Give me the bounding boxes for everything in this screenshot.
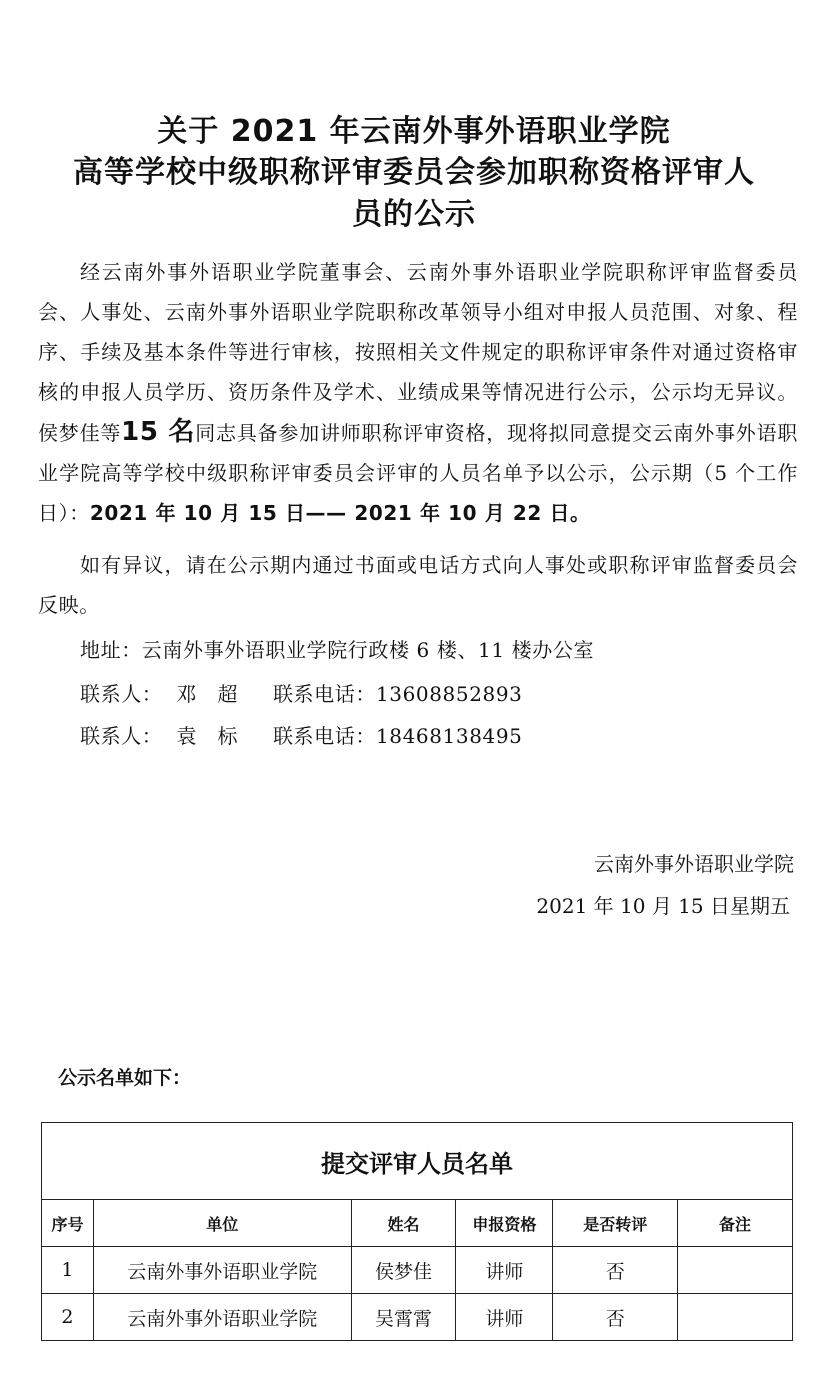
title-line-2: 高等学校中级职称评审委员会参加职称资格评审人 <box>73 155 755 190</box>
candidate-table <box>41 1122 793 1341</box>
header-name: 姓名 <box>351 1200 456 1247</box>
header-unit: 单位 <box>93 1200 351 1247</box>
notice-period: 2021 年 10 月 15 日—— 2021 年 10 月 22 日。 <box>89 501 591 525</box>
contact-name: 袁 标 <box>176 724 239 748</box>
contact-name: 邓 超 <box>176 682 239 706</box>
cell-unit: 云南外事外语职业学院 <box>93 1294 351 1341</box>
header-remarks: 备注 <box>678 1200 793 1247</box>
signature-date: 2021 年 10 月 15 日星期五 <box>536 894 790 918</box>
cell-seq: 1 <box>42 1247 94 1294</box>
cell-qualification: 讲师 <box>456 1294 553 1341</box>
cell-unit: 云南外事外语职业学院 <box>93 1247 351 1294</box>
objection-paragraph: 如有异议，请在公示期内通过书面或电话方式向人事处或职称评审监督委员会反映。 <box>38 553 798 617</box>
cell-transfer: 否 <box>553 1294 678 1341</box>
cell-name: 吴霄霄 <box>351 1294 456 1341</box>
phone-label: 联系电话： <box>272 724 376 748</box>
notice-text-a: 经云南外事外语职业学院董事会、云南外事外语职业学院职称评审监督委员会、人事处、云南外事外语职业学院职称改革领导小组对申报人员范围、对象、程序、手续及基本条件等进行审核，按照相关文件规定的职称评审条件对通过资格审核的申报人员学历、资历条件及学术、业绩成果等情况进行公示，公示均无异议。侯梦佳等 <box>38 260 798 445</box>
cell-seq: 2 <box>42 1294 94 1341</box>
list-label: 公示名单如下： <box>58 1067 192 1089</box>
contact-label: 联系人： <box>80 724 163 748</box>
cell-remarks <box>678 1247 793 1294</box>
notice-text-b: 同志具备参加讲师职称评审资格，现将拟同意提交云南外事外语职业学院高等学校中级职称评审委员会评审的人员名单予以公示，公示期（5 个工作日）： <box>38 421 798 525</box>
cell-transfer: 否 <box>553 1247 678 1294</box>
table-row <box>42 1247 793 1294</box>
phone-number: 18468138495 <box>375 724 523 748</box>
header-transfer: 是否转评 <box>553 1200 678 1247</box>
table-caption: 提交评审人员名单 <box>42 1123 793 1200</box>
phone-label: 联系电话： <box>272 682 376 706</box>
notice-paragraph <box>38 252 798 533</box>
contact-label: 联系人： <box>80 682 163 706</box>
cell-name: 侯梦佳 <box>351 1247 456 1294</box>
contact-1 <box>80 678 523 707</box>
title-line-1: 关于 2021 年云南外事外语职业学院 <box>157 114 671 149</box>
header-qualification: 申报资格 <box>456 1200 553 1247</box>
address: 地址：云南外事外语职业学院行政楼 6 楼、11 楼办公室 <box>80 638 595 662</box>
candidate-count: 15 名 <box>121 417 196 447</box>
signature-org: 云南外事外语职业学院 <box>594 852 794 876</box>
table-row <box>42 1294 793 1341</box>
header-seq: 序号 <box>42 1200 94 1247</box>
title-line-3: 员的公示 <box>352 197 476 232</box>
phone-number: 13608852893 <box>375 682 523 706</box>
cell-qualification: 讲师 <box>456 1247 553 1294</box>
contact-2 <box>80 720 523 749</box>
table-header-row <box>42 1200 793 1247</box>
cell-remarks <box>678 1294 793 1341</box>
